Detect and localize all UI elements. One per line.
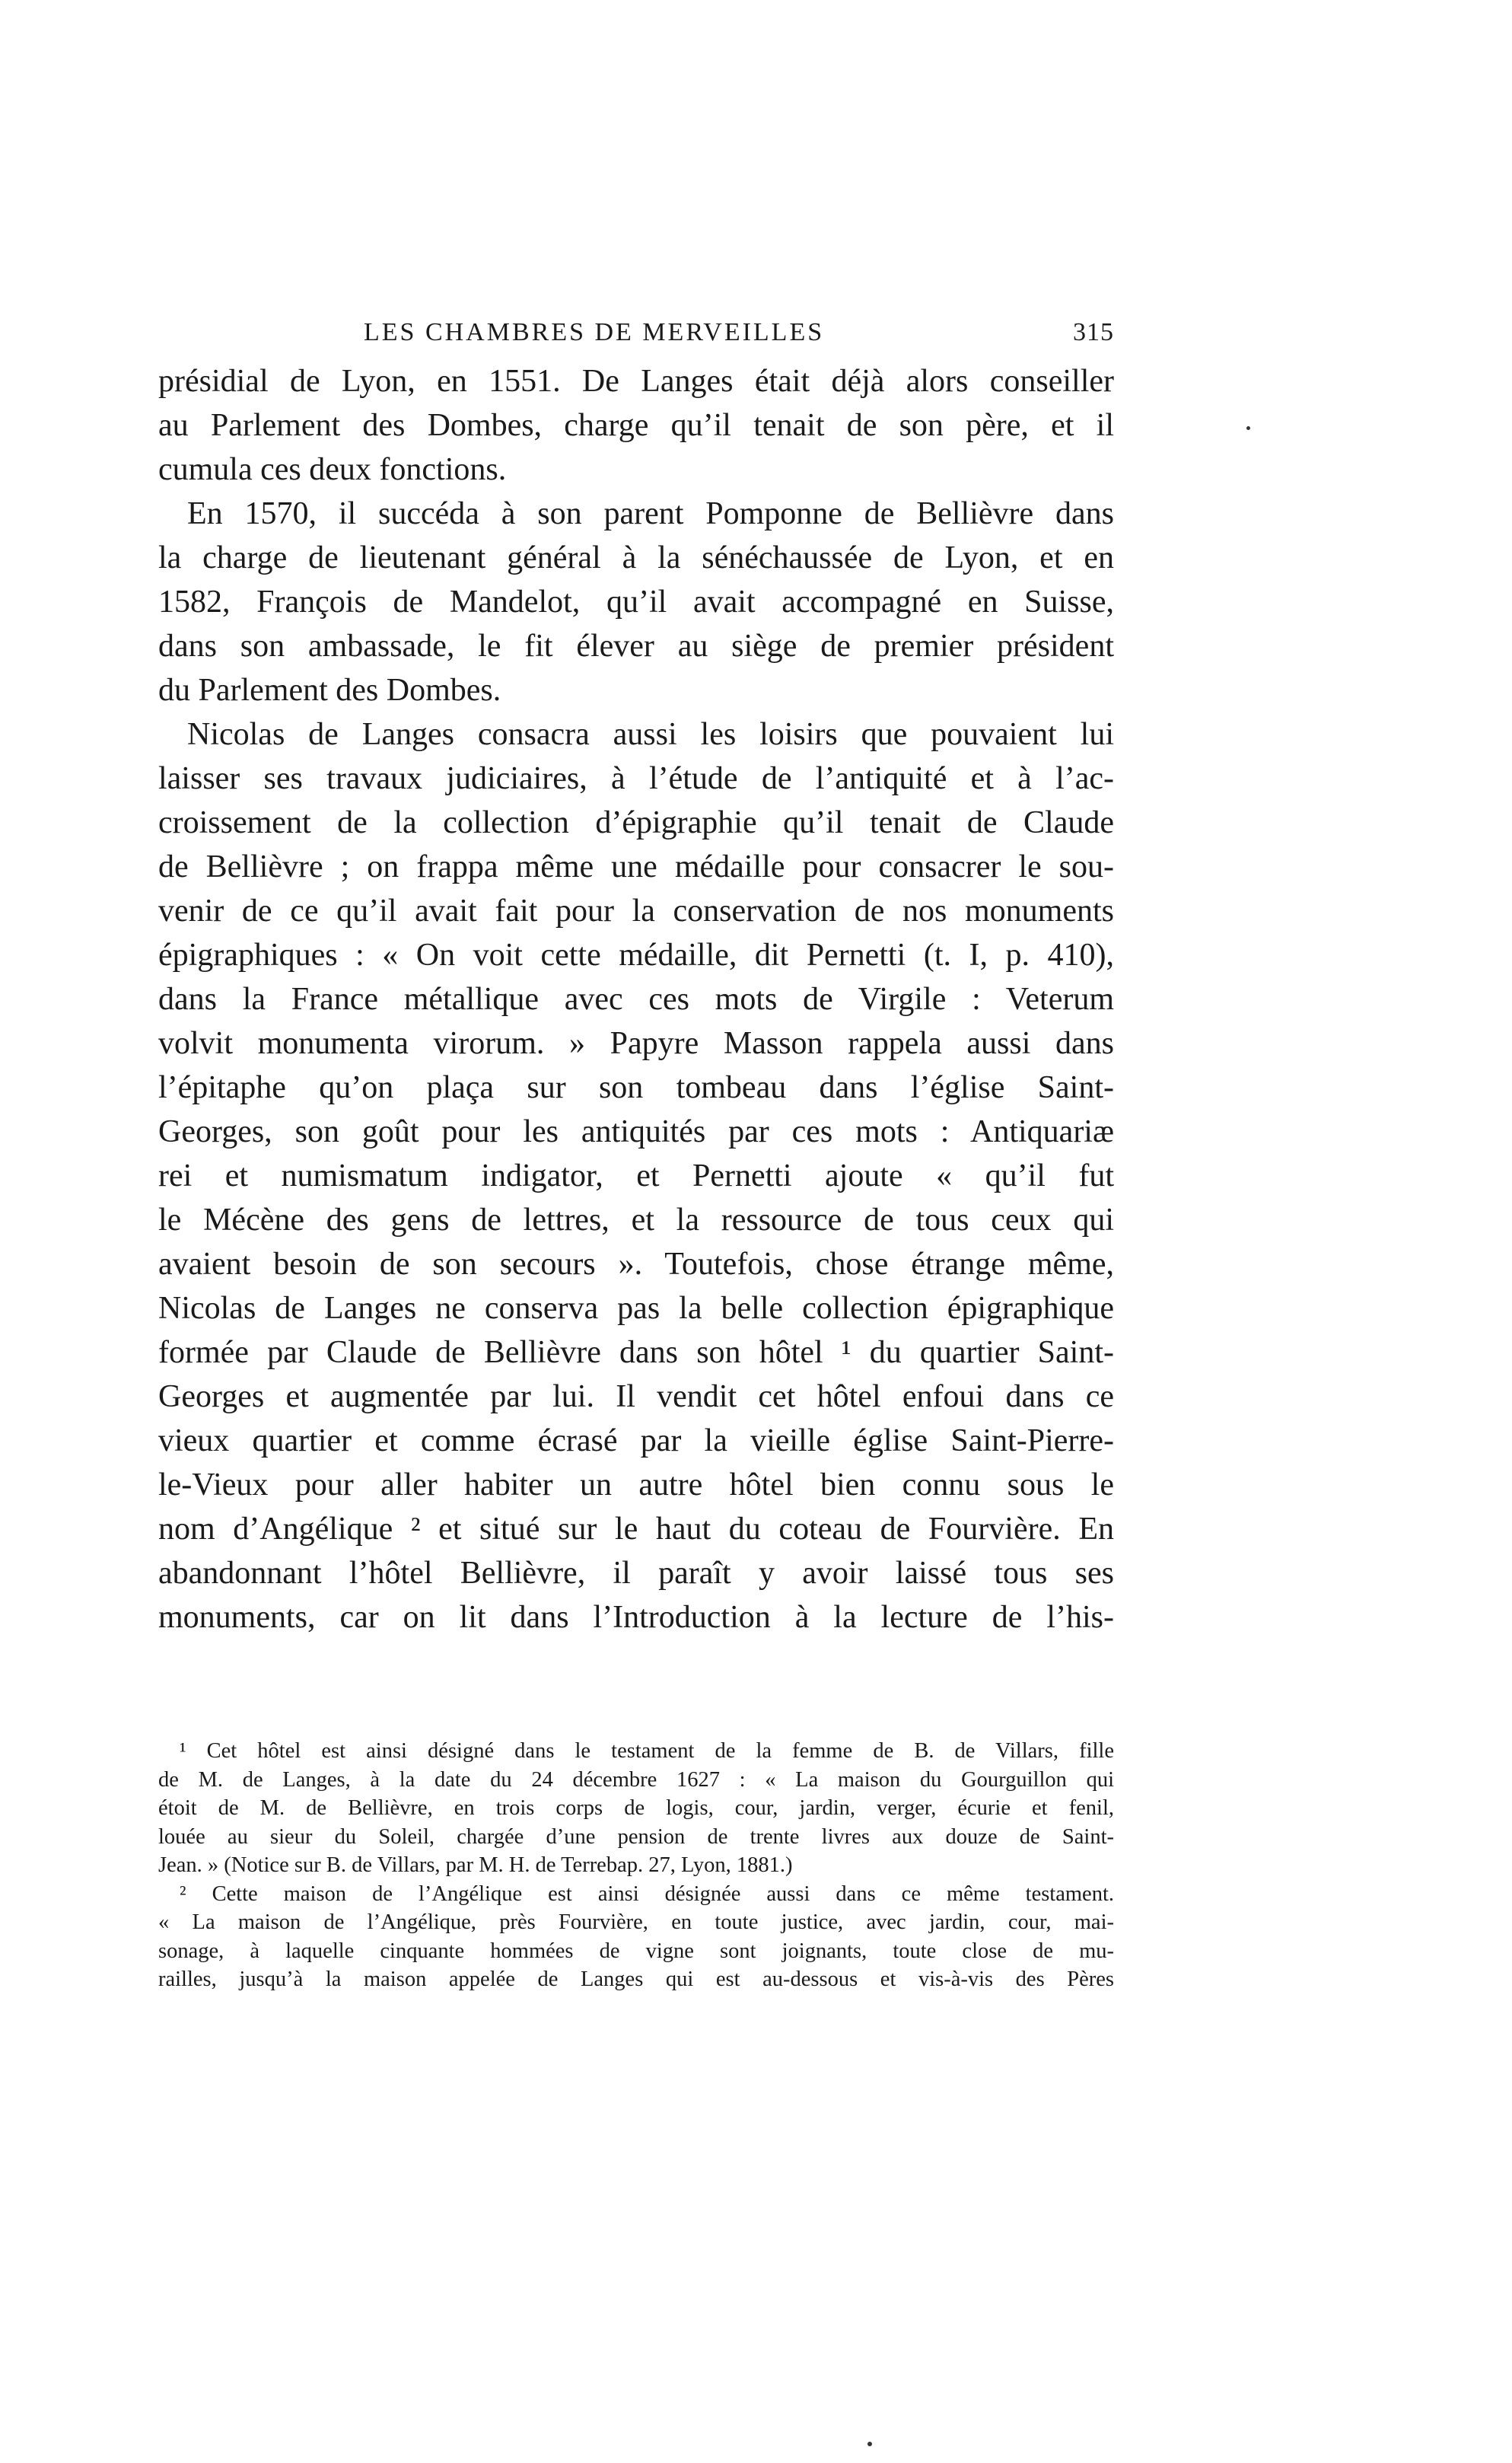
text-line: laisser ses travaux judiciaires, à l’étude de l’antiquité et à l’ac- bbox=[158, 761, 1114, 796]
text-line: formée par Claude de Bellièvre dans son hôtel ¹ du quartier Saint- bbox=[158, 1335, 1114, 1370]
text-line: vieux quartier et comme écrasé par la vieille église Saint-Pierre- bbox=[158, 1423, 1114, 1458]
text-line: Georges et augmentée par lui. Il vendit cet hôtel enfoui dans ce bbox=[158, 1379, 1114, 1414]
text-line: Nicolas de Langes ne conserva pas la belle collection épigraphique bbox=[158, 1291, 1114, 1326]
text-line: abandonnant l’hôtel Bellièvre, il paraît y avoir laissé tous ses bbox=[158, 1556, 1114, 1591]
text-line: dans son ambassade, le fit élever au siège de premier président bbox=[158, 629, 1114, 664]
text-line: l’épitaphe qu’on plaça sur son tombeau dans l’église Saint- bbox=[158, 1070, 1114, 1105]
text-line: 1582, François de Mandelot, qu’il avait accompagné en Suisse, bbox=[158, 585, 1114, 620]
footnote-line: de M. de Langes, à la date du 24 décembre 1627 : « La maison du Gourguillon qui bbox=[158, 1767, 1114, 1792]
ink-speck bbox=[1246, 426, 1250, 430]
footnote-line: « La maison de l’Angélique, près Fourvière, en toute justice, avec jardin, cour, mai- bbox=[158, 1910, 1114, 1934]
footnote-line: ² Cette maison de l’Angélique est ainsi désignée aussi dans ce même testament. bbox=[180, 1882, 1114, 1906]
text-line: épigraphiques : « On voit cette médaille, dit Pernetti (t. I, p. 410), bbox=[158, 938, 1114, 973]
text-line: le Mécène des gens de lettres, et la ressource de tous ceux qui bbox=[158, 1203, 1114, 1238]
text-line: En 1570, il succéda à son parent Pomponne de Bellièvre dans bbox=[187, 496, 1114, 531]
text-line: monuments, car on lit dans l’Introduction à la lecture de l’his- bbox=[158, 1600, 1114, 1635]
page-number: 315 bbox=[1073, 318, 1114, 346]
text-line: Nicolas de Langes consacra aussi les loisirs que pouvaient lui bbox=[187, 717, 1114, 752]
running-head bbox=[158, 312, 1114, 358]
footnote-line: sonage, à laquelle cinquante hommées de vigne sont joignants, toute close de mu- bbox=[158, 1939, 1114, 1963]
text-line: Georges, son goût pour les antiquités par ces mots : Antiquariæ bbox=[158, 1114, 1114, 1149]
text-line: nom d’Angélique ² et situé sur le haut du coteau de Fourvière. En bbox=[158, 1512, 1114, 1547]
footnote-line: Jean. » (Notice sur B. de Villars, par M. H. de Terrebap. 27, Lyon, 1881.) bbox=[158, 1853, 793, 1877]
text-line: croissement de la collection d’épigraphie qu’il tenait de Claude bbox=[158, 805, 1114, 840]
footnotes bbox=[158, 1737, 1114, 1994]
footnote-line: railles, jusqu’à la maison appelée de Langes qui est au-dessous et vis-à-vis des Pères bbox=[158, 1968, 1114, 1991]
text-line: cumula ces deux fonctions. bbox=[158, 452, 507, 487]
footnote-line: étoit de M. de Bellièvre, en trois corps de logis, cour, jardin, verger, écurie et fenil, bbox=[158, 1796, 1114, 1820]
text-line: dans la France métallique avec ces mots de Virgile : Veterum bbox=[158, 982, 1114, 1017]
running-title: LES CHAMBRES DE MERVEILLES bbox=[364, 318, 825, 346]
text-line: au Parlement des Dombes, charge qu’il tenait de son père, et il bbox=[158, 408, 1114, 443]
footnote-line: louée au sieur du Soleil, chargée d’une pension de trente livres aux douze de Saint- bbox=[158, 1824, 1114, 1849]
footnote-line: ¹ Cet hôtel est ainsi désigné dans le testament de la femme de B. de Villars, fille bbox=[180, 1739, 1114, 1763]
text-line: rei et numismatum indigator, et Pernetti ajoute « qu’il fut bbox=[158, 1158, 1114, 1193]
text-line: du Parlement des Dombes. bbox=[158, 673, 501, 708]
text-line: venir de ce qu’il avait fait pour la conservation de nos monuments bbox=[158, 894, 1114, 929]
ink-speck bbox=[867, 2442, 872, 2446]
text-line: volvit monumenta virorum. » Papyre Masson rappela aussi dans bbox=[158, 1026, 1114, 1061]
main-text bbox=[158, 359, 1114, 1639]
text-line: présidial de Lyon, en 1551. De Langes était déjà alors conseiller bbox=[158, 364, 1114, 399]
text-line: la charge de lieutenant général à la sénéchaussée de Lyon, et en bbox=[158, 540, 1114, 575]
text-line: avaient besoin de son secours ». Toutefois, chose étrange même, bbox=[158, 1247, 1114, 1282]
text-line: le-Vieux pour aller habiter un autre hôtel bien connu sous le bbox=[158, 1467, 1114, 1502]
text-line: de Bellièvre ; on frappa même une médaille pour consacrer le sou- bbox=[158, 849, 1114, 884]
